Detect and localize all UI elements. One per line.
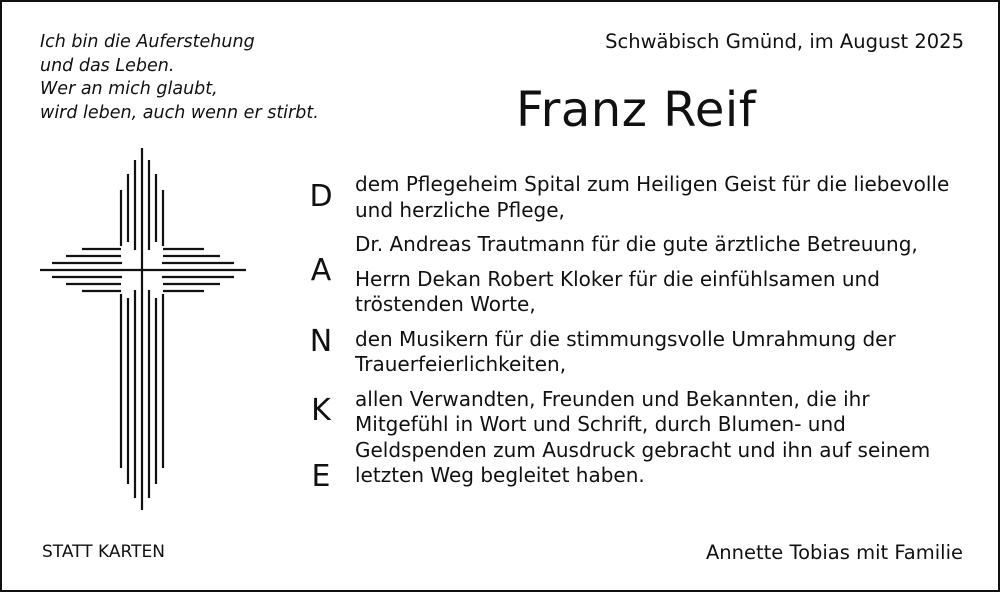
- bible-verse: [40, 31, 319, 125]
- cross-icon: [38, 146, 248, 512]
- verse-line: und das Leben.: [40, 55, 175, 76]
- deceased-name: Franz Reif: [516, 82, 757, 138]
- thanks-paragraph: dem Pflegeheim Spital zum Heiligen Geist für die liebevolle und herzliche Pflege,: [355, 172, 950, 222]
- danke-letter: E: [311, 459, 331, 494]
- thanks-paragraph: Dr. Andreas Trautmann für die gute ärztliche Betreuung,: [355, 232, 918, 256]
- verse-line: Wer an mich glaubt,: [40, 79, 218, 99]
- verse-line: Ich bin die Auferstehung: [40, 32, 255, 52]
- danke-letter: K: [311, 393, 331, 428]
- danke-letter: N: [309, 324, 333, 359]
- family-signature: Annette Tobias mit Familie: [705, 541, 963, 564]
- place-date: Schwäbisch Gmünd, im August 2025: [605, 30, 964, 53]
- thanks-paragraph: allen Verwandten, Freunden und Bekannten, die ihr Mitgefühl in Wort und Schrift, durch Blumen- und Geldspenden zum Ausdruck gebracht und ihn auf seinem letzten Weg begleitet haben.: [355, 386, 931, 487]
- thanks-list: [355, 172, 965, 498]
- danke-letter: D: [309, 179, 333, 214]
- thanks-paragraph: Herrn Dekan Robert Kloker für die einfühlsamen und tröstenden Worte,: [355, 266, 880, 316]
- danke-letter: A: [310, 253, 332, 288]
- thanks-paragraph: den Musikern für die stimmungsvolle Umrahmung der Trauerfeierlichkeiten,: [355, 326, 896, 376]
- statt-karten-label: STATT KARTEN: [42, 542, 165, 562]
- verse-line: wird leben, auch wenn er stirbt.: [40, 102, 319, 123]
